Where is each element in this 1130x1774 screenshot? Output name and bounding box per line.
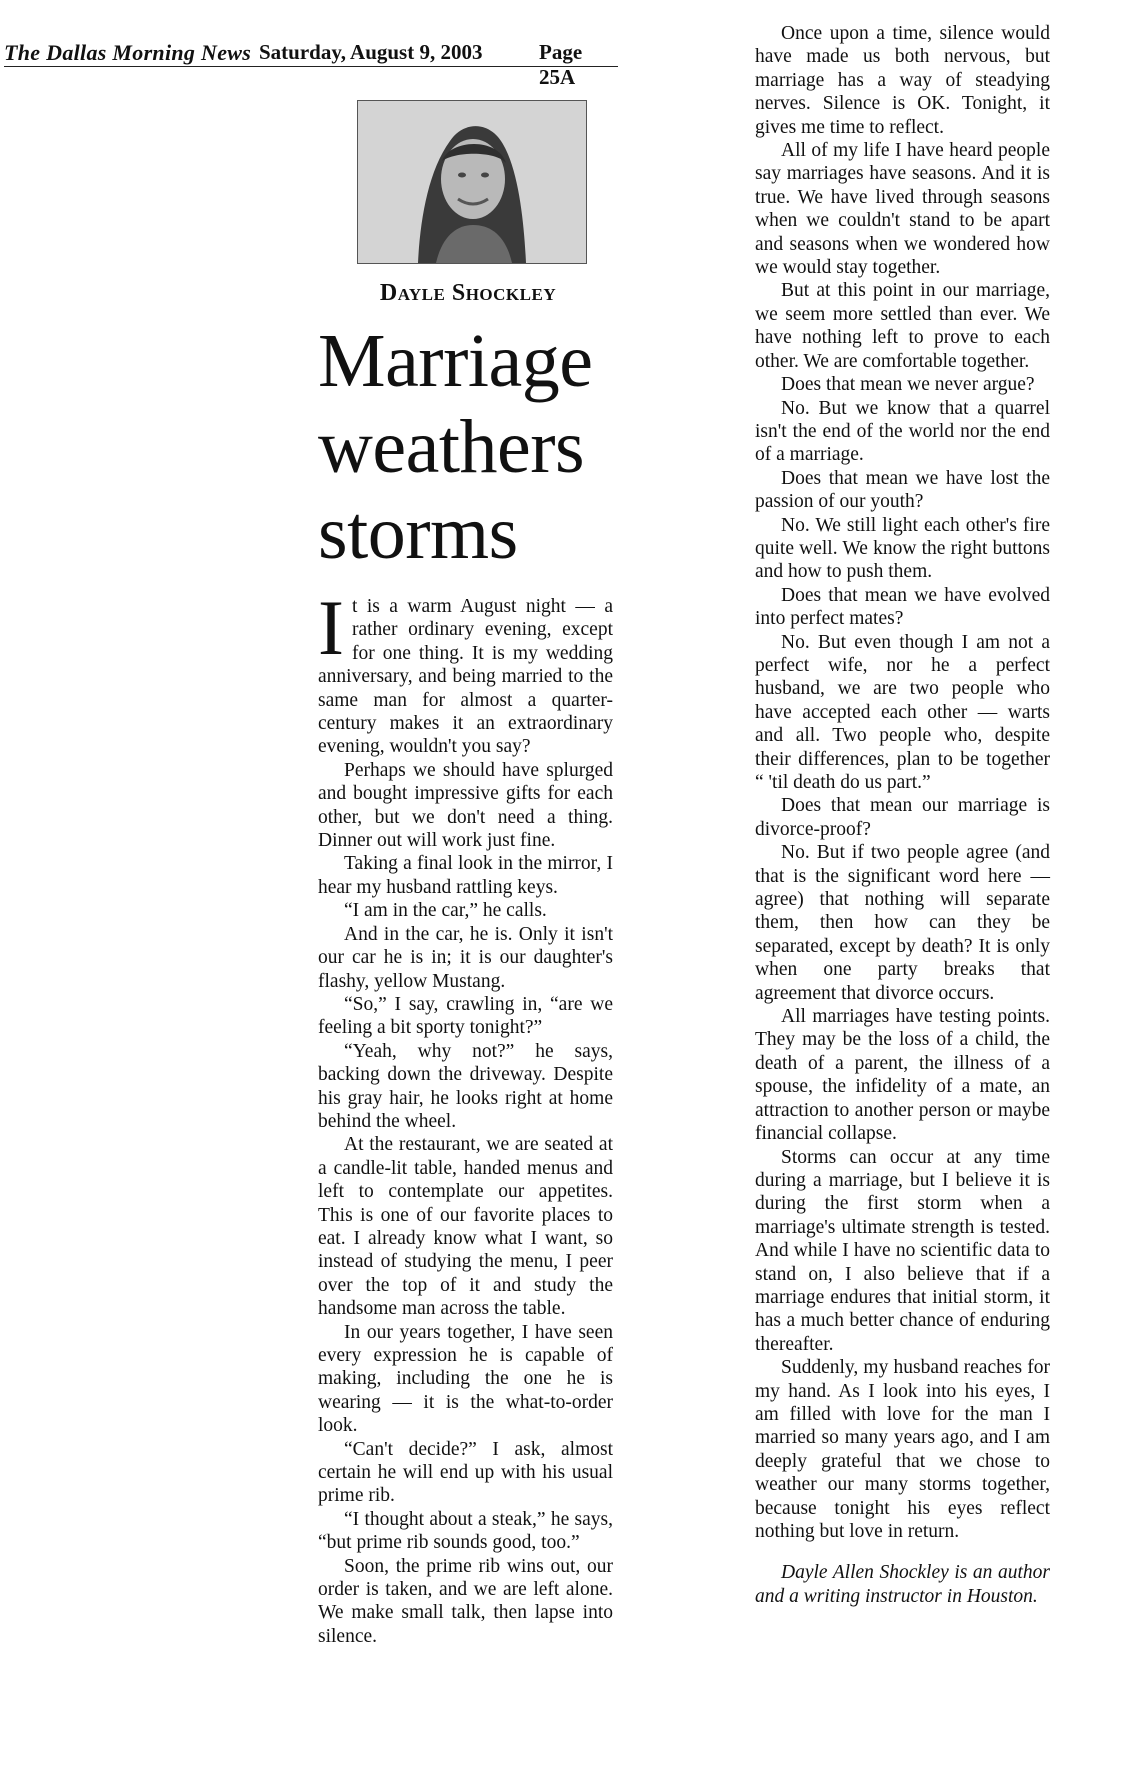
article-paragraph: Suddenly, my husband reaches for my hand. As I look into his eyes, I am filled with love for the man I married so many years ago, and I am deeply grateful that we chose to weather our many storms together, because tonight his eyes reflect nothing but love in return. xyxy=(755,1357,1050,1542)
article-paragraph: Once upon a time, silence would have made us both nervous, but marriage has a way of steadying nerves. Silence is OK. Tonight, it gives me time to reflect. xyxy=(755,23,1050,138)
article-paragraph: No. We still light each other's fire quite well. We know the right buttons and how to push them. xyxy=(755,514,1050,583)
page-number: Page 25A xyxy=(539,40,583,89)
article-paragraph: “Can't decide?” I ask, almost certain he will end up with his usual prime rib. xyxy=(318,1438,613,1507)
headline-line: weathers xyxy=(318,405,585,489)
newspaper-name: The Dallas Morning News xyxy=(4,40,252,65)
article-column-1 xyxy=(318,584,613,1648)
author-photo xyxy=(357,100,587,264)
headline-line: Marriage xyxy=(318,319,593,403)
article-paragraph: “I am in the car,” he calls. xyxy=(344,900,547,922)
article-paragraph: “Yeah, why not?” he says, backing down the driveway. Despite his gray hair, he looks right at home behind the wheel. xyxy=(318,1040,613,1132)
article-paragraph: No. But even though I am not a perfect wife, nor he a perfect husband, we are two people who have accepted each other — warts and all. Two people who, despite their differences, plan to be together “ 'til death do us part.” xyxy=(755,631,1050,793)
article-paragraph: No. But we know that a quarrel isn't the end of the world nor the end of a marriage. xyxy=(755,397,1050,466)
byline: Dayle Shockley xyxy=(379,280,557,306)
article-paragraph: Does that mean we never argue? xyxy=(781,374,1035,396)
headline-line: storms xyxy=(318,491,518,575)
article-paragraph: Storms can occur at any time during a marriage, but I believe it is during the first storm when a marriage's ultimate strength is tested. And while I have no scientific data to stand on, I also believe that if a marriage endures that initial storm, it has a much better chance of enduring thereafter. xyxy=(755,1146,1050,1355)
article-paragraph: All marriages have testing points. They may be the loss of a child, the death of a parent, the illness of a spouse, the infidelity of a mate, an attraction to another person or maybe financial collapse. xyxy=(755,1006,1050,1145)
headline xyxy=(318,318,638,576)
article-paragraph: Perhaps we should have splurged and bought impressive gifts for each other, but we don't need a thing. Dinner out will work just fine. xyxy=(318,759,613,852)
author-portrait-image xyxy=(358,101,586,263)
article-paragraph: “So,” I say, crawling in, “are we feeling a bit sporty tonight?” xyxy=(318,993,613,1039)
article-paragraph: Soon, the prime rib wins out, our order is taken, and we are left alone. We make small talk, then lapse into silence. xyxy=(318,1555,613,1647)
article-paragraph: All of my life I have heard people say marriages have seasons. And it is true. We have lived through seasons when we couldn't stand to be apart and seasons when we wondered how we would stay together. xyxy=(755,140,1050,279)
article-paragraph: Does that mean our marriage is divorce-proof? xyxy=(755,795,1050,840)
article-paragraph: And in the car, he is. Only it isn't our car he is in; it is our daughter's flashy, yellow Mustang. xyxy=(318,923,613,992)
article-column-2 xyxy=(755,22,1050,1608)
article-paragraph: Taking a final look in the mirror, I hear my husband rattling keys. xyxy=(318,853,613,898)
article-paragraph: It is a warm August night — a rather ordinary evening, except for one thing. It is my wedding anniversary, and being married to the same man for almost a quarter-century makes it an extraordinary evening, wouldn't you say? xyxy=(318,584,613,758)
article-paragraph: Does that mean we have lost the passion of our youth? xyxy=(755,467,1050,513)
article-paragraph: No. But if two people agree (and that is the significant word here — agree) that nothing will separate them, then how can they be separated, except by death? It is only when one party breaks that agreement that divorce occurs. xyxy=(755,842,1050,1004)
article-paragraph: But at this point in our marriage, we seem more settled than ever. We have nothing left to prove to each other. We are comfortable together. xyxy=(755,280,1050,372)
article-paragraph: At the restaurant, we are seated at a candle-lit table, handed menus and left to contemplate our appetites. This is one of our favorite places to eat. I already know what I want, so instead of studying the menu, I peer over the top of it and study the handsome man across the table. xyxy=(318,1134,613,1320)
article-paragraph: Does that mean we have evolved into perfect mates? xyxy=(755,584,1050,630)
drop-cap: I xyxy=(318,584,344,671)
issue-date: Saturday, August 9, 2003 xyxy=(259,40,483,64)
author-bio: Dayle Allen Shockley is an author and a writing instructor in Houston. xyxy=(755,1562,1050,1607)
article-paragraph: In our years together, I have seen every expression he is capable of making, including the one he is wearing — it is the what-to-order look. xyxy=(318,1321,613,1437)
article-paragraph: “I thought about a steak,” he says, “but prime rib sounds good, too.” xyxy=(318,1508,613,1554)
masthead xyxy=(4,38,618,89)
